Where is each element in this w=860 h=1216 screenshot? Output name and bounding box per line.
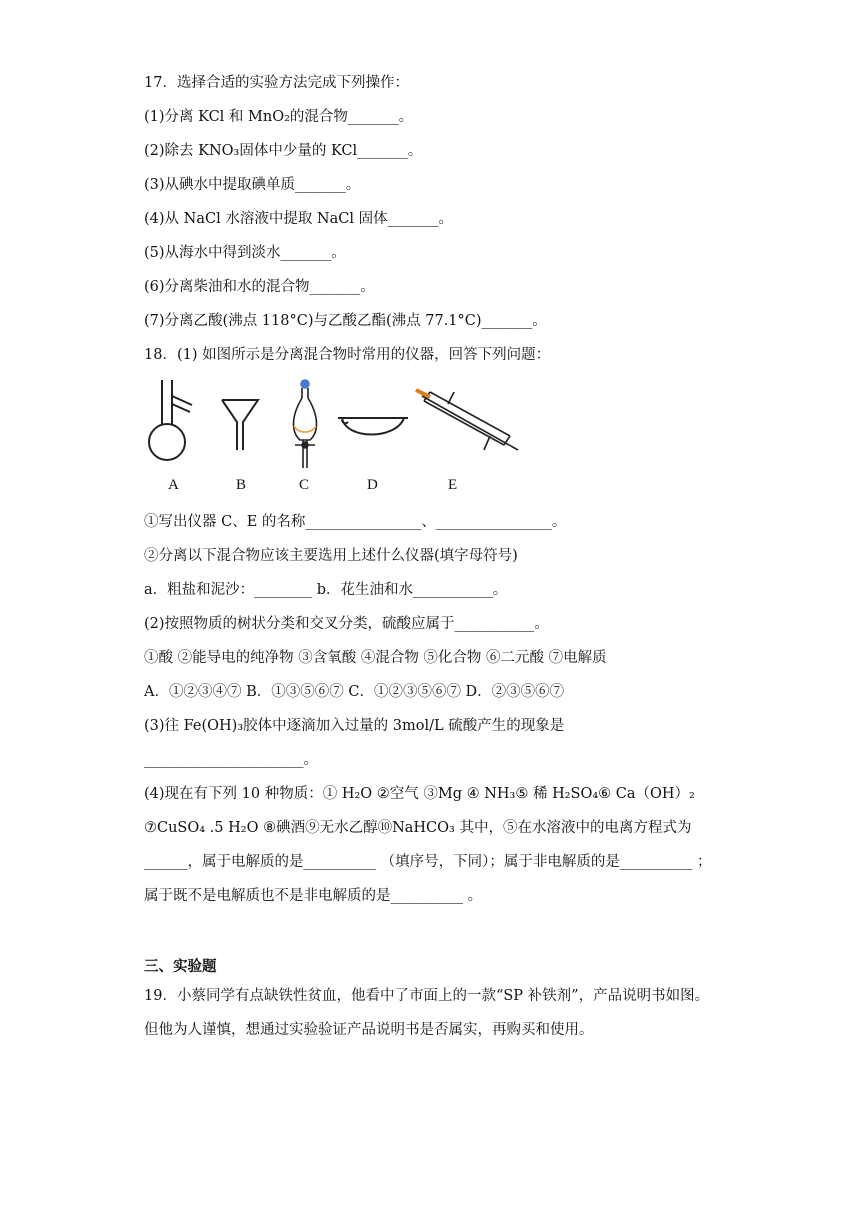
q18-intro: 18．(1) 如图所示是分离混合物时常用的仪器，回答下列问题： — [144, 347, 551, 363]
q18-line-12: 属于既不是电解质也不是非电解质的是__________ 。 — [144, 888, 483, 904]
q18-line-5: ①酸 ②能导电的纯净物 ③含氧酸 ④混合物 ⑤化合物 ⑥二元酸 ⑦电解质 — [144, 650, 607, 666]
q17-item-2: (2)除去 KNO₃固体中少量的 KCl_______。 — [144, 143, 423, 159]
q19-line-2: 但他为人谨慎，想通过实验验证产品说明书是否属实，再购买和使用。 — [144, 1022, 594, 1038]
funnel-icon — [222, 400, 258, 450]
figure-label-b: B — [236, 477, 247, 493]
q18-line-1: ①写出仪器 C、E 的名称________________、________________。 — [144, 514, 567, 530]
q18-line-2: ②分离以下混合物应该主要选用上述什么仪器(填字母符号) — [144, 548, 518, 564]
q17-item-1: (1)分离 KCl 和 MnO₂的混合物_______。 — [144, 109, 414, 125]
q17-item-7: (7)分离乙酸(沸点 118°C)与乙酸乙酯(沸点 77.1°C)_______。 — [144, 313, 547, 329]
q18-line-4: (2)按照物质的树状分类和交叉分类，硫酸应属于___________。 — [144, 616, 549, 632]
q18-line-3: a．粗盐和泥沙：________ b．花生油和水___________。 — [144, 582, 508, 598]
q18-line-8: ______________________。 — [144, 752, 318, 768]
q17-item-4: (4)从 NaCl 水溶液中提取 NaCl 固体_______。 — [144, 211, 453, 227]
figure-label-e: E — [448, 477, 458, 493]
separatory-funnel-icon — [294, 380, 317, 468]
q19-line-1: 19．小蔡同学有点缺铁性贫血，他看中了市面上的一款“SP 补铁剂”，产品说明书如图。 — [144, 988, 710, 1004]
apparatus-figure — [140, 378, 540, 468]
distilling-flask-icon — [149, 380, 192, 460]
figure-label-c: C — [299, 477, 310, 493]
q17-item-6: (6)分离柴油和水的混合物_______。 — [144, 279, 375, 295]
q17-item-3: (3)从碘水中提取碘单质_______。 — [144, 177, 361, 193]
q17-title: 17．选择合适的实验方法完成下列操作： — [144, 75, 409, 91]
section-title: 三、实验题 — [144, 958, 217, 975]
q18-line-9: (4)现在有下列 10 种物质：① H₂O ②空气 ③Mg ④ NH₃⑤ 稀 H₂SO₄⑥ Ca（OH）₂ — [144, 786, 695, 802]
figure-label-d: D — [367, 477, 378, 493]
q18-line-6: A．①②③④⑦ B．①③⑤⑥⑦ C．①②③⑤⑥⑦ D．②③⑤⑥⑦ — [144, 684, 565, 700]
q17-item-5: (5)从海水中得到淡水_______。 — [144, 245, 346, 261]
condenser-icon — [416, 390, 518, 450]
evaporating-dish-icon — [338, 418, 408, 435]
figure-label-a: A — [168, 477, 179, 493]
q18-line-10: ⑦CuSO₄ .5 H₂O ⑧碘酒⑨无水乙醇⑩NaHCO₃ 其中，⑤在水溶液中的电离方程式为 — [144, 820, 692, 836]
q18-line-7: (3)往 Fe(OH)₃胶体中逐滴加入过量的 3mol/L 硫酸产生的现象是 — [144, 718, 565, 734]
q18-line-11: ______，属于电解质的是__________ （填序号，下同）；属于非电解质的是__________ ； — [144, 854, 712, 870]
